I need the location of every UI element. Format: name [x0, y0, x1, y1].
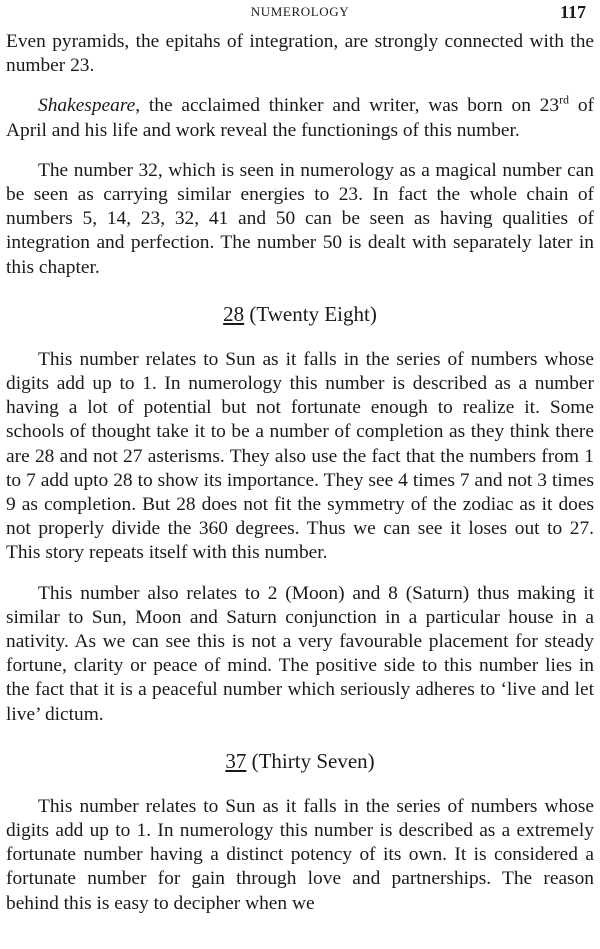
page-header: [6, 0, 594, 30]
running-head: NUMEROLOGY: [250, 4, 350, 19]
paragraph-37-intro: This number relates to Sun as it falls in the series of numbers whose digits add up to 1. In numerology this number is described as a extremely fortunate number having a distinct potency of its own. It is considered a fortunate number for gain through love and partnerships. The reason behind this is easy to decipher when we: [6, 795, 594, 914]
heading-37-number: 37: [225, 748, 247, 773]
shakespeare-text-b: of April and his life and work reveal the functionings of this number.: [6, 95, 594, 141]
paragraph-number-32: The number 32, which is seen in numerology as a magical number can be seen as carrying similar energies to 23. In fact the whole chain of numbers 5, 14, 23, 32, 41 and 50 can be seen as having qualities of integration and perfection. The number 50 is dealt with separately later in this chapter.: [6, 159, 594, 278]
shakespeare-text-a: , the acclaimed thinker and writer, was born on 23: [135, 95, 560, 117]
shakespeare-name: Shakespeare: [38, 95, 136, 117]
paragraph-28-moon-saturn: This number also relates to 2 (Moon) and 8 (Saturn) thus making it similar to Sun, Moon and Saturn conjunction in a particular house in a nativity. As we can see this is not a very favourable placement for steady fortune, clarity or peace of mind. The positive side to this number lies in the fact that it is a peaceful number which seriously adheres to ‘live and let live’ dictum.: [6, 582, 594, 725]
page-number: 117: [559, 2, 586, 22]
paragraph-28-intro: This number relates to Sun as it falls in the series of numbers whose digits add up to 1. In numerology this number is described as a number having a lot of potential but not fortunate enough to realize it. Some schools of thought take it to be a number of completion as they think there are 28 and not 27 asterisms. They also use the fact that the numbers from 1 to 7 add upto 28 to show its importance. They see 4 times 7 and not 3 times 9 as completion. But 28 does not fit the symmetry of the zodiac as it does not properly divide the 360 degrees. Thus we can see it loses out to 27. This story repeats itself with this number.: [6, 348, 594, 564]
paragraph-shakespeare: [6, 94, 594, 142]
paragraph-pyramids: Even pyramids, the epitahs of integration, are strongly connected with the number 23.: [6, 31, 594, 77]
heading-28-text: (Twenty Eight): [244, 301, 377, 326]
section-heading-28: [6, 300, 594, 328]
section-heading-37: [6, 747, 594, 775]
heading-28-number: 28: [223, 301, 245, 326]
ordinal-suffix: rd: [559, 92, 570, 107]
heading-37-text: (Thirty Seven): [246, 748, 375, 773]
